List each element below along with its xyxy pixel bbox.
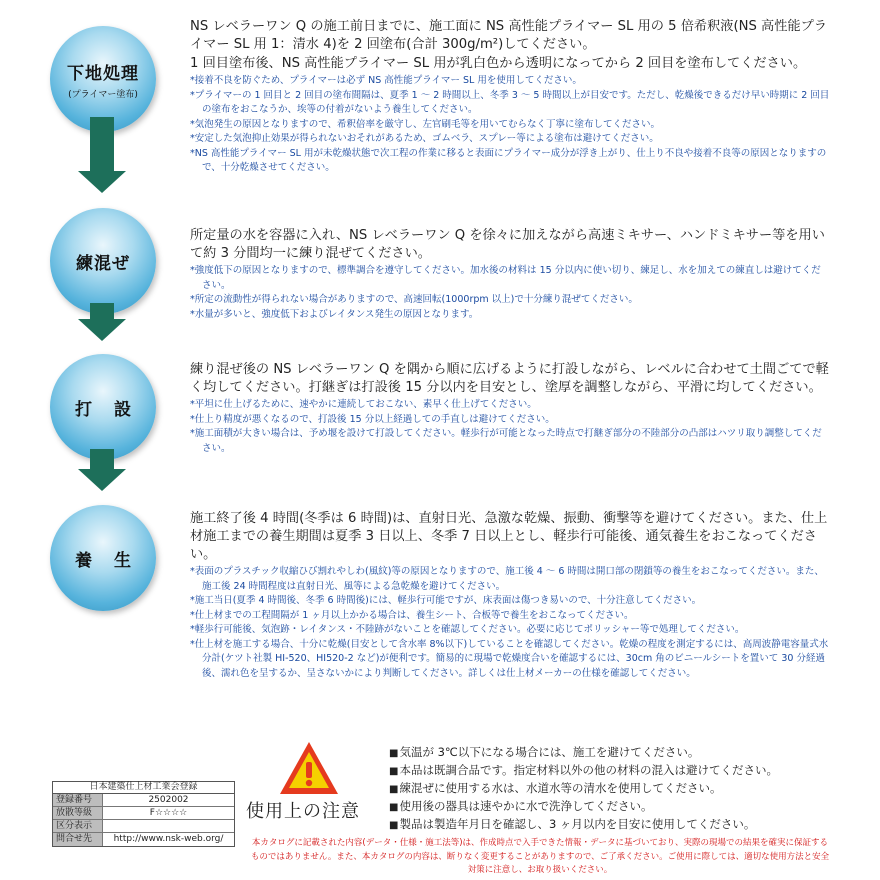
- registration-label: 放散等級: [53, 807, 103, 819]
- step-note: *仕上材を施工する場合、十分に乾燥(目安として含水率 8%以下)していることを確認してください。乾燥の程度を測定するには、高周波静電容量式水分計(ケツト社製 HI-520、HI520-2 など)が便利です。簡易的に現場で乾燥度合いを確認するには、30cm 角のビニールシートを置いて 30 分経過後、濡れ色を呈するか、呈さないかにより判断してください。詳しくは仕上材メーカーの仕様を確認してください。: [190, 638, 829, 679]
- disclaimer-note: 本カタログに記載された内容(データ・仕様・施工法等)は、作成時点で入手できた情報・データに基づいており、実際の現場での結果を確実に保証するものではありません。また、本カタログの内容は、断りなく変更することがありますので、ご了承ください。ご使用に際しては、適切な使用方法と安全対策に注意し、お取り扱いください。: [250, 838, 830, 875]
- step-text-substrate: [190, 18, 830, 176]
- step-note: *安定した気泡抑止効果が得られないおそれがあるため、ゴムベラ、スプレー等による塗布は避けてください。: [190, 133, 659, 144]
- step-text-curing: [190, 510, 830, 681]
- step-text-placing: [190, 361, 830, 456]
- registration-value: F☆☆☆☆: [149, 808, 188, 818]
- step-note: *接着不良を防ぐため、プライマーは必ず NS 高性能プライマー SL 用を使用してください。: [190, 75, 582, 86]
- step-note: *プライマーの 1 回目と 2 回目の塗布間隔は、夏季 1 〜 2 時間以上、冬季 3 〜 5 時間以上が目安です。ただし、乾燥後できるだけ早い時期に 2 回目の塗布をおこなうか、埃等の付着がないよう養生してください。: [190, 89, 830, 115]
- step-paragraph: NS レベラーワン Q の施工前日までに、施工面に NS 高性能プライマー SL 用の 5 倍希釈液(NS 高性能プライマー SL 用 1：清水 4)を 2 回塗布(合計 300g/m²)してください。: [190, 19, 827, 52]
- step-note: *施工当日(夏季 4 時間後、冬季 6 時間後)には、軽歩行可能ですが、床表面は傷つき易いので、十分注意してください。: [190, 595, 702, 606]
- step-note: *施工面積が大きい場合は、予め堰を設けて打設してください。軽歩行が可能となった時点で打継ぎ部分の不陸部分の凸部はハツリ取り調整してください。: [190, 428, 822, 454]
- registration-header: 日本建築仕上材工業会登録: [53, 782, 234, 794]
- step-note: *平坦に仕上げるために、速やかに連続しておこない、素早く仕上げてください。: [190, 399, 537, 410]
- step-note: *所定の流動性が得られない場合がありますので、高速回転(1000rpm 以上)で十分練り混ぜてください。: [190, 294, 638, 305]
- step-title: 打設: [75, 399, 153, 420]
- registration-contact-link[interactable]: http://www.nsk-web.org/: [113, 834, 224, 844]
- registration-value: [103, 820, 234, 832]
- step-circle-placing: [50, 354, 156, 460]
- caution-item: ■ 練混ぜに使用する水は、水道水等の清水を使用してください。: [389, 780, 829, 798]
- registration-value: 2502002: [148, 795, 189, 805]
- step-title: 養生: [75, 550, 153, 571]
- step-note: *仕上り精度が悪くなるので、打設後 15 分以上経過しての手直しは避けてください。: [190, 413, 555, 425]
- step-paragraph: 所定量の水を容器に入れ、NS レベラーワン Q を徐々に加えながら高速ミキサー、ハンドミキサー等を用いて約 3 分間均一に練り混ぜてください。: [190, 228, 825, 261]
- step-text-mixing: [190, 227, 830, 322]
- step-note: *水量が多いと、強度低下およびレイタンス発生の原因となります。: [190, 308, 479, 320]
- step-circle-curing: [50, 505, 156, 611]
- step-note: *軽歩行可能後、気泡跡・レイタンス・不陸跡がないことを確認してください。必要に応じてポリッシャー等で処理してください。: [190, 624, 745, 635]
- step-subtitle: (プライマー塗布): [68, 89, 138, 100]
- step-title: 練混ぜ: [76, 253, 130, 274]
- step-note: *気泡発生の原因となりますので、希釈倍率を厳守し、左官刷毛等を用いてむらなく丁寧に塗布してください。: [190, 118, 661, 130]
- step-note: *強度低下の原因となりますので、標準調合を遵守してください。加水後の材料は 15 分以内に使い切り、練足し、水を加えての練直しは避けてください。: [190, 265, 821, 291]
- registration-label: 問合せ先: [53, 833, 103, 846]
- warning-icon: [278, 740, 340, 796]
- caution-item: ■ 製品は製造年月日を確認し、3 ヶ月以内を目安に使用してください。: [389, 816, 829, 834]
- caution-list: [389, 744, 829, 834]
- step-note: *仕上材までの工程間隔が 1 ヶ月以上かかる場合は、養生シート、合板等で養生をおこなってください。: [190, 609, 634, 621]
- caution-item: ■ 気温が 3℃以下になる場合には、施工を避けてください。: [389, 744, 829, 762]
- registration-row: [53, 807, 234, 820]
- registration-row: [53, 833, 234, 846]
- step-note: *表面のプラスチック収縮ひび割れやしわ(風紋)等の原因となりますので、施工後 4 〜 6 時間は開口部の閉鎖等の養生をおこなってください。また、施工後 24 時間程度は直射日光、風等による急乾燥を避けてください。: [190, 566, 824, 592]
- registration-row: [53, 794, 234, 807]
- step-paragraph: 1 回目塗布後、NS 高性能プライマー SL 用が乳白色から透明になってから 2 回目を塗布してください。: [190, 56, 807, 71]
- step-note: *NS 高性能プライマー SL 用が未乾燥状態で次工程の作業に移ると表面にプライマー成分が浮き上がり、仕上り不良や接着不良等の原因となりますので、十分乾燥させてください。: [190, 147, 827, 173]
- registration-table: [52, 781, 235, 847]
- caution-item: ■ 本品は既調合品です。指定材料以外の他の材料の混入は避けてください。: [389, 762, 829, 780]
- registration-row: [53, 820, 234, 833]
- caution-item: ■ 使用後の器具は速やかに水で洗浄してください。: [389, 798, 829, 816]
- registration-label: 区分表示: [53, 820, 103, 832]
- registration-label: 登録番号: [53, 794, 103, 806]
- step-paragraph: 練り混ぜ後の NS レベラーワン Q を隅から順に広げるように打設しながら、レベルに合わせて土間ごてで軽く均してください。打継ぎは打設後 15 分以内を目安とし、塗厚を調整しながら、平滑に均してください。: [190, 362, 829, 395]
- step-title: 下地処理: [67, 63, 139, 84]
- step-paragraph: 施工終了後 4 時間(冬季は 6 時間)は、直射日光、急激な乾燥、振動、衝撃等を避けてください。また、仕上材施工までの養生期間は夏季 3 日以上、冬季 7 日以上とし、軽歩行可能後、通気養生をおこなってください。: [190, 511, 828, 562]
- step-circle-mixing: [50, 208, 156, 314]
- caution-title: 使用上の注意: [246, 801, 360, 822]
